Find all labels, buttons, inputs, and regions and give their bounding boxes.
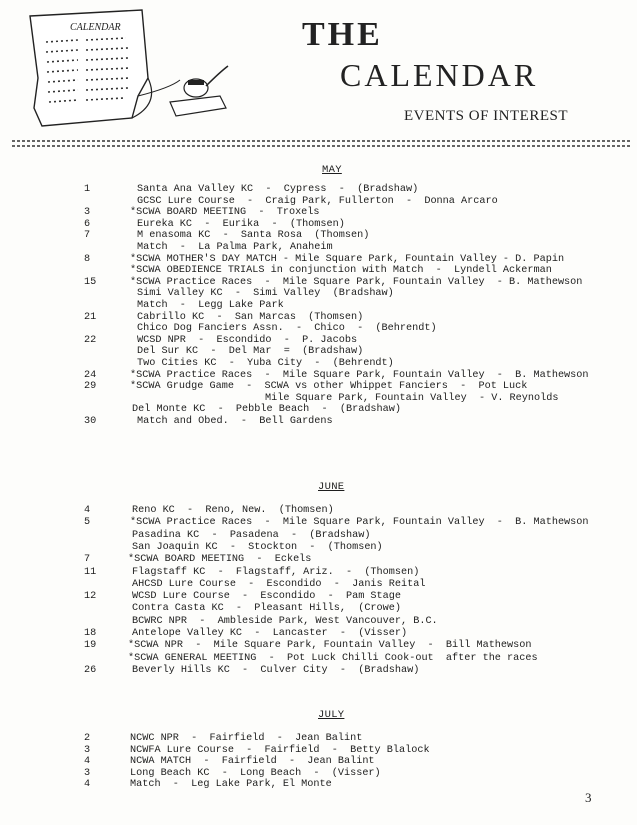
event-day: 11 [84,566,97,578]
event-day: 4 [84,756,91,768]
event-text: Cabrillo KC - San Marcas (Thomsen) [137,311,364,323]
event-text: GCSC Lure Course - Craig Park, Fullerton - Donna Arcaro [137,195,498,207]
title-the: THE [302,16,383,53]
event-text: WCSD Lure Course - Escondido - Pam Stage [132,591,401,603]
event-day: 30 [84,416,97,427]
event-day: 12 [84,591,97,603]
event-day: 3 [84,207,91,219]
event-text: Eureka KC - Eurika - (Thomsen) [137,218,345,230]
event-row [0,530,637,543]
event-text: Chico Dog Fanciers Assn. - Chico - (Behrendt) [137,323,437,335]
event-day: 7 [84,230,91,242]
event-text: NCWA MATCH - Fairfield - Jean Balint [130,756,375,768]
month-heading: MAY [322,164,342,176]
event-text: Two Cities KC - Yuba City - (Behrendt) [137,358,394,369]
event-day: 6 [84,218,91,230]
event-day: 24 [84,369,97,381]
event-row [0,517,637,530]
event-text: *SCWA Practice Races - Mile Square Park, Fountain Valley - B. Mathewson [130,276,583,288]
event-row [0,779,637,792]
event-text: *SCWA OBEDIENCE TRIALS in conjunction with Match - Lyndell Ackerman [130,265,552,277]
event-text: *SCWA BOARD MEETING - Troxels [130,207,320,219]
event-day: 2 [84,733,91,744]
event-row [0,653,637,666]
event-day: 18 [84,628,97,639]
event-text: NCWC NPR - Fairfield - Jean Balint [130,733,363,744]
event-text: *SCWA Grudge Game - SCWA vs other Whippet Fanciers - Pot Luck [130,381,528,393]
event-text: Match - Leg Lake Park, El Monte [130,779,332,791]
event-text: *SCWA Practice Races - Mile Square Park, Fountain Valley - B. Mathewson [130,369,589,381]
event-text: Antelope Valley KC - Lancaster - (Visser) [132,628,408,639]
event-day: 15 [84,276,97,288]
event-text: Long Beach KC - Long Beach - (Visser) [130,767,381,779]
event-text: WCSD NPR - Escondido - P. Jacobs [137,334,358,346]
page-number: 3 [585,790,592,805]
event-row [0,640,637,653]
event-text: NCWFA Lure Course - Fairfield - Betty Blalock [130,744,430,756]
event-text: *SCWA Practice Races - Mile Square Park, Fountain Valley - B. Mathewson [130,517,589,529]
event-text: Del Sur KC - Del Mar = (Bradshaw) [137,346,364,358]
event-row [0,603,637,616]
event-day: 19 [84,640,97,652]
event-day: 4 [84,779,91,791]
event-text: Reno KC - Reno, New. (Thomsen) [132,505,334,516]
event-text: Match - Legg Lake Park [137,300,284,311]
event-text: M enasoma KC - Santa Rosa (Thomsen) [137,230,370,242]
event-text: BCWRC NPR - Ambleside Park, West Vancouver, B.C. [132,615,438,627]
event-day: 29 [84,381,97,393]
event-day: 5 [84,517,91,529]
month-heading: JULY [318,709,345,721]
event-day: 8 [84,253,91,265]
event-text: *SCWA MOTHER'S DAY MATCH - Mile Square Park, Fountain Valley - D. Papin [130,253,565,265]
event-row [0,554,637,567]
event-day: 26 [84,664,97,676]
event-text: Santa Ana Valley KC - Cypress - (Bradshaw) [137,184,419,195]
event-day: 21 [84,311,97,323]
event-day: 4 [84,505,91,516]
event-text: Mile Square Park, Fountain Valley - V. Reynolds [265,392,559,404]
event-row [0,416,637,429]
event-day: 22 [84,334,97,346]
header [0,0,637,150]
event-text: Match - La Palma Park, Anaheim [137,242,333,253]
title-calendar: CALENDAR [340,57,539,93]
event-text: Beverly Hills KC - Culver City - (Bradshaw) [132,664,420,676]
event-text: Flagstaff KC - Flagstaff, Ariz. - (Thomsen) [132,566,420,578]
event-text: *SCWA BOARD MEETING - Eckels [128,554,312,566]
header-rule [12,138,632,150]
event-row [0,567,637,580]
event-day: 3 [84,744,91,756]
event-text: Pasadina KC - Pasadena - (Bradshaw) [132,529,371,541]
event-text: Simi Valley KC - Simi Valley (Bradshaw) [137,288,394,300]
event-row [0,616,637,629]
event-day: 3 [84,767,91,779]
subtitle: EVENTS OF INTEREST [404,108,568,124]
event-text: *SCWA GENERAL MEETING - Pot Luck Chilli Cook-out after the races [128,652,538,664]
event-day: 7 [84,554,91,566]
event-text: *SCWA NPR - Mile Square Park, Fountain Valley - Bill Mathewson [128,640,532,652]
calendar-clipart-icon [20,8,230,130]
event-row [0,579,637,592]
event-text: AHCSD Lure Course - Escondido - Janis Reital [132,578,426,590]
clipart-label: CALENDAR [70,22,121,33]
event-day: 1 [84,184,91,195]
month-heading: JUNE [318,481,345,493]
event-text: Contra Casta KC - Pleasant Hills, (Crowe) [132,603,401,615]
event-row [0,665,637,678]
event-text: San Joaquin KC - Stockton - (Thomsen) [132,541,383,553]
event-text: Del Monte KC - Pebble Beach - (Bradshaw) [132,404,401,416]
event-row [0,542,637,555]
event-text: Match and Obed. - Bell Gardens [137,416,333,427]
